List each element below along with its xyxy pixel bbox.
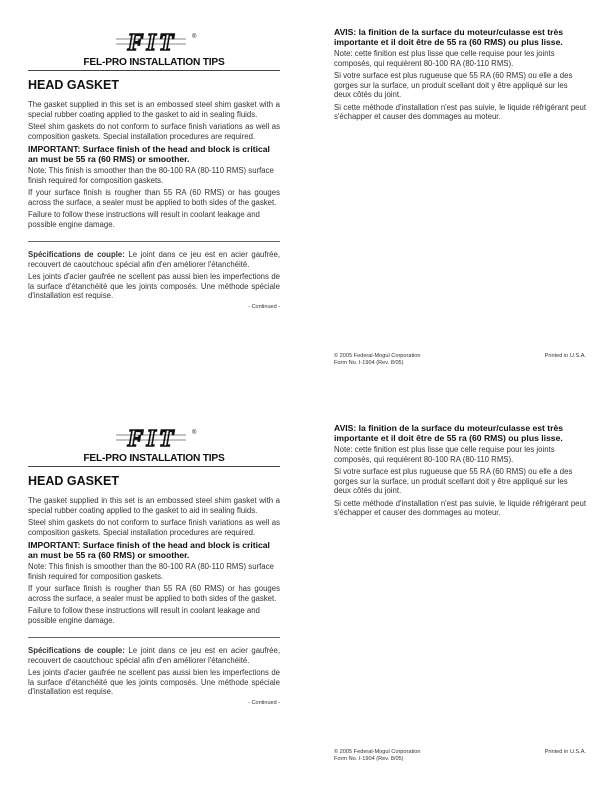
french-surface-paragraph: Si votre surface est plus rugueuse que 55 RA (60 RMS) ou elle a des gorges sur la surface, un produit scellant doit y être appliqué sur les deux côtés du joint. xyxy=(334,467,573,495)
important-notice: IMPORTANT: Surface finish of the head and block is critical an must be 55 ra (60 RMS) or smoother. xyxy=(28,144,270,164)
spec-text: Le joint dans ce jeu est en acier gaufrée, recouvert de caoutchouc spécial afin d'en améliorer l'étanchéité. xyxy=(28,250,280,269)
page-title: HEAD GASKET xyxy=(28,78,119,92)
finish-note: Note: This finish is smoother than the 80-100 RA (80-110 RMS) surface finish required for composition gaskets. xyxy=(28,166,274,185)
continued-label: - Continued - xyxy=(248,303,280,310)
logo-block xyxy=(28,26,280,71)
avis-notice: AVIS: la finition de la surface du moteur/culasse est très importante et il doit être de 55 ra (60 RMS) ou plus lisse. xyxy=(334,27,564,47)
copyright: © 2005 Federal-Mogul Corporation xyxy=(334,749,421,755)
english-column xyxy=(28,474,280,706)
form-number: Form No. I-1904 (Rev. 8/05) xyxy=(334,756,404,762)
french-column xyxy=(334,423,586,521)
warning-paragraph: Failure to follow these instructions will result in coolant leakage and possible engine damage. xyxy=(28,210,260,229)
french-warning-paragraph: Si cette méthode d'installation n'est pas suivie, le liquide réfrigérant peut s'échapper et causer des dommages au moteur. xyxy=(334,102,586,121)
french-joints-paragraph: Les joints d'acier gaufrée ne scellent pas aussi bien les imperfections de la surface d'étanchéité que les joints composés. Une méthode spéciale d'installation est requise. xyxy=(28,668,280,696)
important-notice: IMPORTANT: Surface finish of the head and block is critical an must be 55 ra (60 RMS) or smoother. xyxy=(28,540,270,560)
copyright: © 2005 Federal-Mogul Corporation xyxy=(334,353,421,359)
sealer-paragraph: If your surface finish is rougher than 55 RA (60 RMS) or has gouges across the surface, a sealer must be applied to both sides of the gasket. xyxy=(28,188,280,207)
french-note: Note: cette finition est plus lisse que celle requise pour les joints composés, qui requièrent 80-100 RA (80-110 RMS). xyxy=(334,445,555,464)
avis-notice: AVIS: la finition de la surface du moteur/culasse est très importante et il doit être de 55 ra (60 RMS) ou plus lisse. xyxy=(334,423,564,443)
page-title: HEAD GASKET xyxy=(28,474,119,488)
spec-label: Spécifications de couple: xyxy=(28,646,125,655)
french-note: Note: cette finition est plus lisse que celle requise pour les joints composés, qui requièrent 80-100 RA (80-110 RMS). xyxy=(334,49,555,68)
french-joints-paragraph: Les joints d'acier gaufrée ne scellent pas aussi bien les imperfections de la surface d'étanchéité que les joints composés. Une méthode spéciale d'installation est requise. xyxy=(28,272,280,300)
svg-text:®: ® xyxy=(192,34,197,40)
footer xyxy=(334,353,586,367)
svg-text:FIT: FIT xyxy=(127,30,177,56)
fit-logo xyxy=(28,26,280,56)
continued-label: - Continued - xyxy=(248,699,280,706)
finish-note: Note: This finish is smoother than the 80-100 RA (80-110 RMS) surface finish required for composition gaskets. xyxy=(28,562,274,581)
footer xyxy=(334,749,586,763)
spec-label: Spécifications de couple: xyxy=(28,250,125,259)
svg-text:®: ® xyxy=(192,430,197,436)
logo-block xyxy=(28,422,280,467)
brand-rule xyxy=(28,70,280,71)
conformance-paragraph: Steel shim gaskets do not conform to surface finish variations as well as composition gaskets. Special installation procedures are required. xyxy=(28,518,280,537)
instruction-sheet-bottom xyxy=(0,396,612,792)
form-number: Form No. I-1904 (Rev. 8/05) xyxy=(334,360,404,366)
conformance-paragraph: Steel shim gaskets do not conform to surface finish variations as well as composition gaskets. Special installation procedures are required. xyxy=(28,122,280,141)
printed-in: Printed in U.S.A. xyxy=(544,749,586,755)
english-column xyxy=(28,78,280,310)
printed-in: Printed in U.S.A. xyxy=(544,353,586,359)
brand-line: FEL-PRO INSTALLATION TIPS xyxy=(83,453,225,464)
warning-paragraph: Failure to follow these instructions will result in coolant leakage and possible engine damage. xyxy=(28,606,260,625)
brand-rule xyxy=(28,466,280,467)
french-warning-paragraph: Si cette méthode d'installation n'est pas suivie, le liquide réfrigérant peut s'échapper et causer des dommages au moteur. xyxy=(334,498,586,517)
section-divider xyxy=(28,637,280,638)
intro-paragraph: The gasket supplied in this set is an embossed steel shim gasket with a special rubber coating applied to the gasket to aid in sealing fluids. xyxy=(28,496,280,515)
french-surface-paragraph: Si votre surface est plus rugueuse que 55 RA (60 RMS) ou elle a des gorges sur la surface, un produit scellant doit y être appliqué sur les deux côtés du joint. xyxy=(334,71,573,99)
french-column xyxy=(334,27,586,125)
brand-line: FEL-PRO INSTALLATION TIPS xyxy=(83,57,225,68)
french-spec-paragraph xyxy=(28,250,280,269)
intro-paragraph: The gasket supplied in this set is an embossed steel shim gasket with a special rubber coating applied to the gasket to aid in sealing fluids. xyxy=(28,100,280,119)
spec-text: Le joint dans ce jeu est en acier gaufrée, recouvert de caoutchouc spécial afin d'en améliorer l'étanchéité. xyxy=(28,646,280,665)
french-spec-paragraph xyxy=(28,646,280,665)
sealer-paragraph: If your surface finish is rougher than 55 RA (60 RMS) or has gouges across the surface, a sealer must be applied to both sides of the gasket. xyxy=(28,584,280,603)
section-divider xyxy=(28,241,280,242)
svg-text:FIT: FIT xyxy=(127,426,177,452)
fit-logo xyxy=(28,422,280,452)
